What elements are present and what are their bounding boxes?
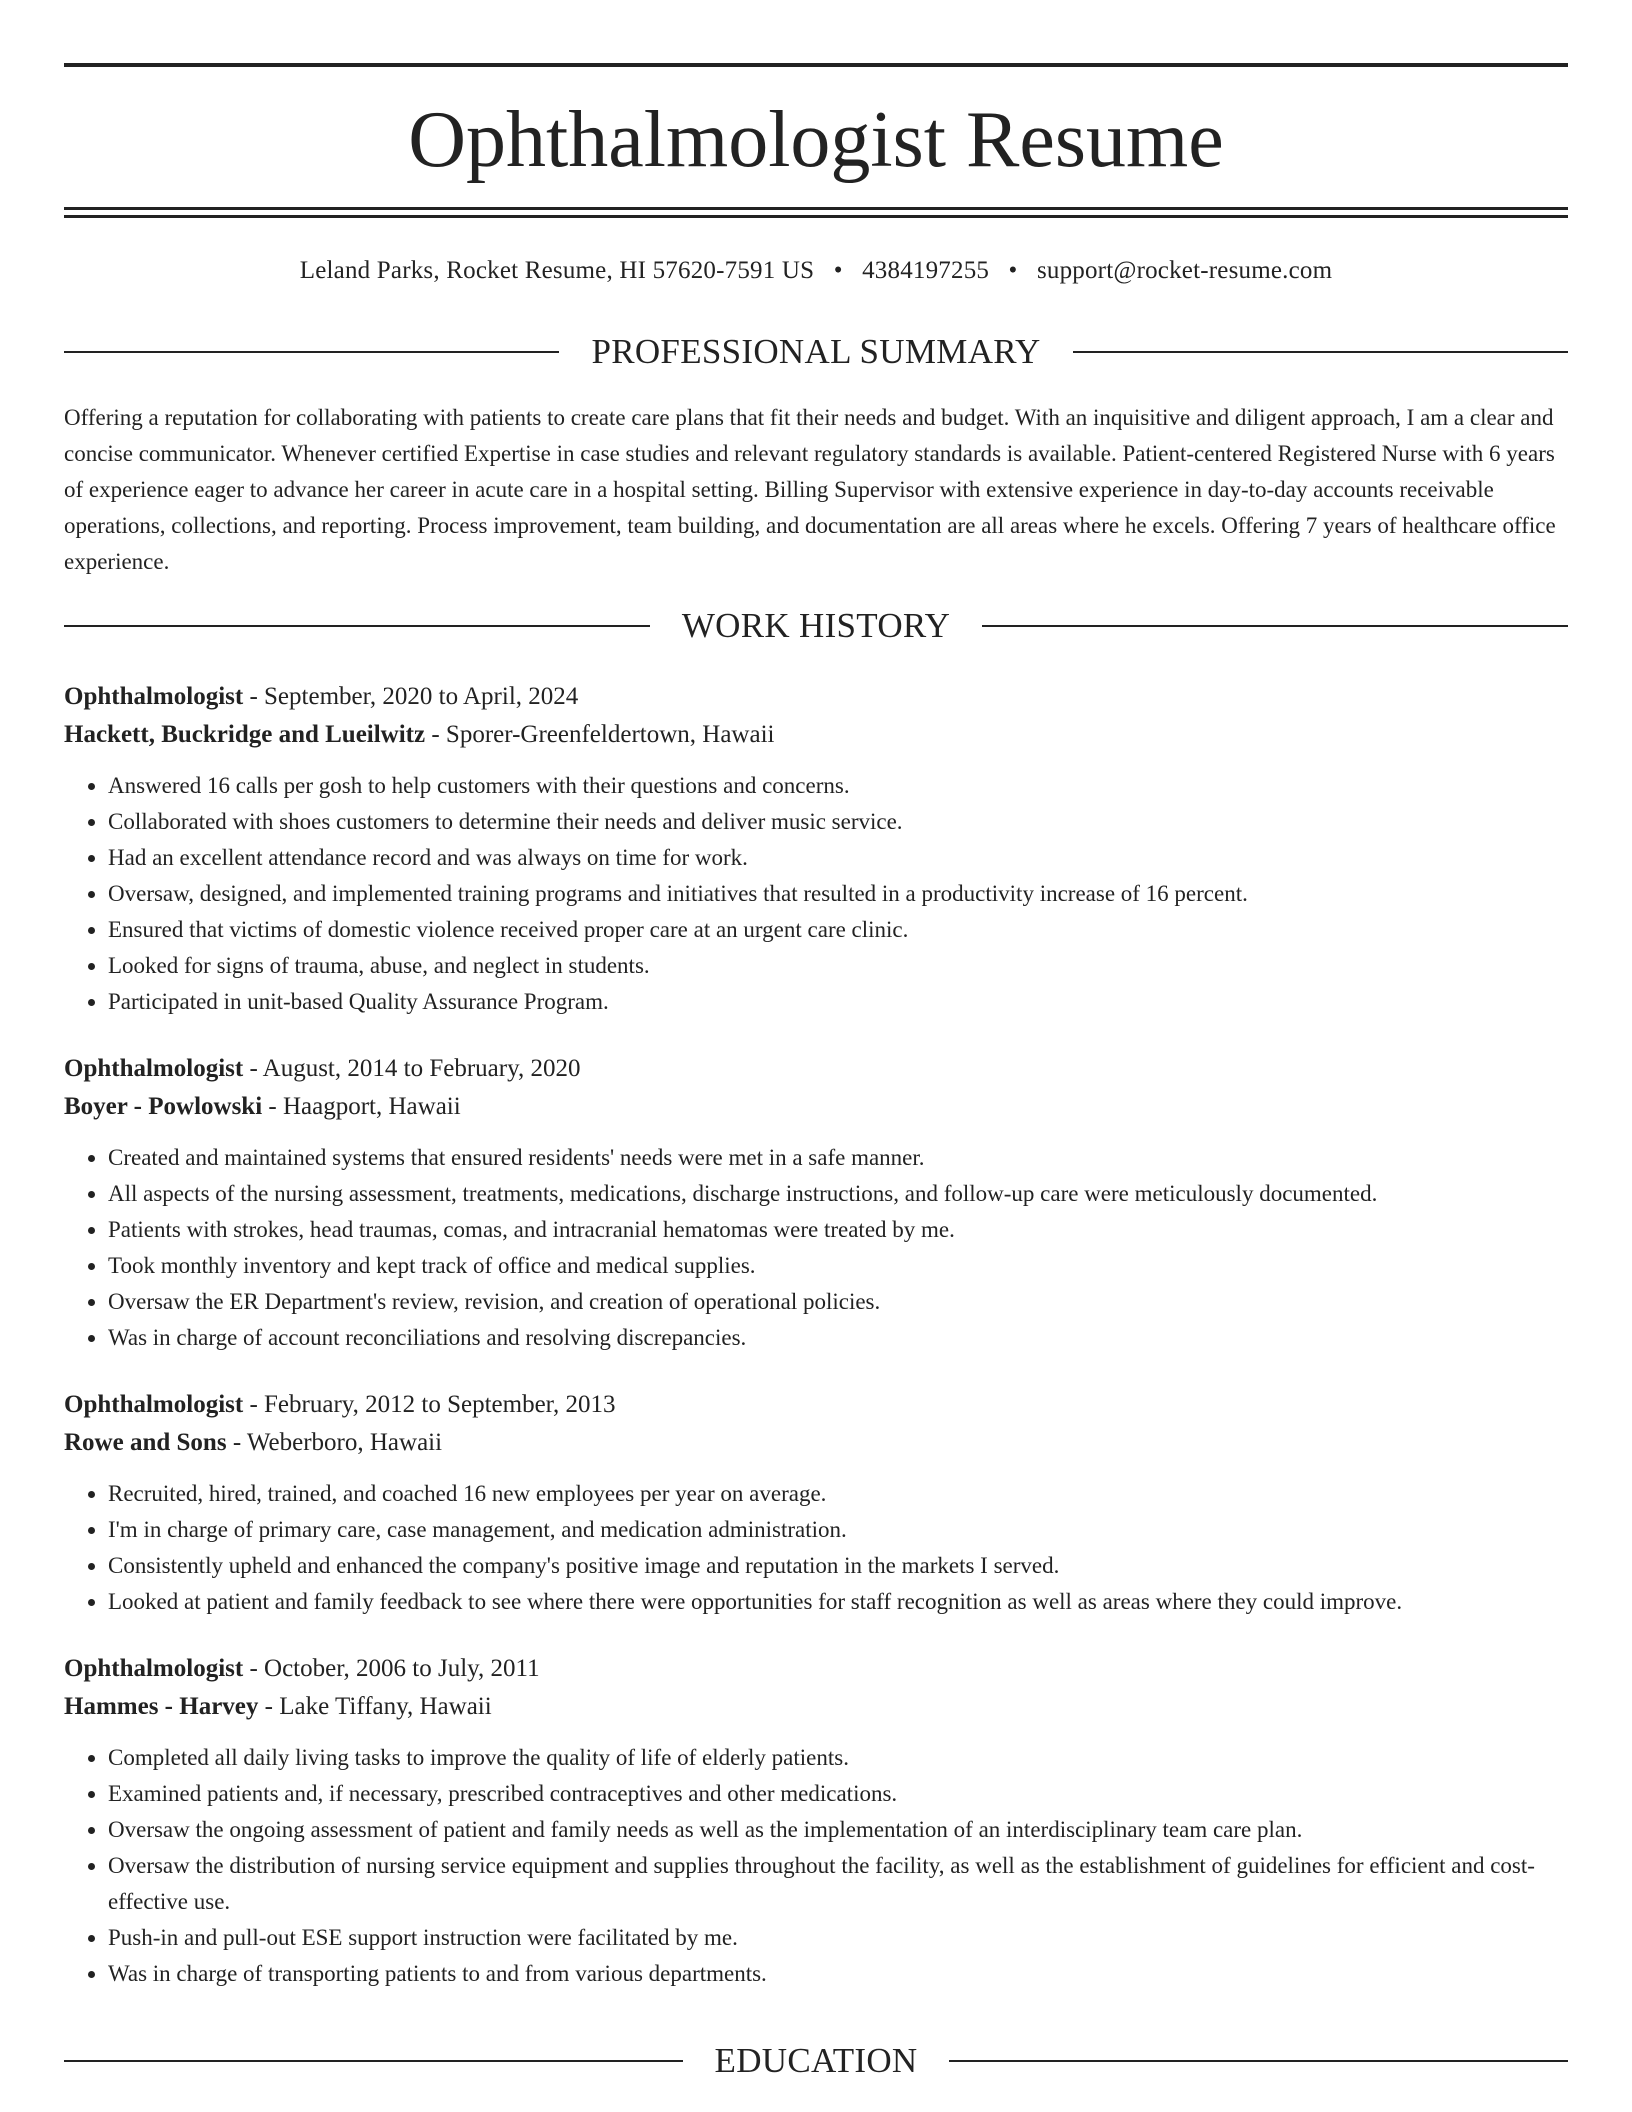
heading-rule-left xyxy=(64,2060,683,2062)
list-item: • Created and maintained systems that ensured residents' needs were met in a safe manner. xyxy=(108,1140,1568,1176)
list-item: • Consistently upheld and enhanced the company's positive image and reputation in the markets I served. xyxy=(108,1548,1568,1584)
list-item: • Was in charge of account reconciliations and resolving discrepancies. xyxy=(108,1320,1568,1356)
job-dates: - October, 2006 to July, 2011 xyxy=(243,1655,540,1682)
section-heading-summary xyxy=(64,332,1568,372)
heading-rule-right xyxy=(949,2060,1568,2062)
job-title-line xyxy=(64,1386,1568,1424)
list-item: • Push-in and pull-out ESE support instruction were facilitated by me. xyxy=(108,1920,1568,1956)
job-company: Hackett, Buckridge and Lueilwitz xyxy=(64,721,426,748)
section-title: EDUCATION xyxy=(714,2041,918,2080)
job-bullets xyxy=(64,768,1568,1020)
job-entry xyxy=(64,1050,1568,1356)
list-item: • Looked at patient and family feedback to see where there were opportunities for staff recognition as well as areas where they could improve. xyxy=(108,1584,1568,1620)
job-entry xyxy=(64,1650,1568,1992)
job-entry xyxy=(64,678,1568,1020)
list-item: • Was in charge of transporting patients to and from various departments. xyxy=(108,1956,1568,1992)
contact-separator: • xyxy=(1008,257,1018,284)
resume-title: Ophthalmologist Resume xyxy=(408,96,1224,184)
list-item: • Participated in unit-based Quality Assurance Program. xyxy=(108,984,1568,1020)
job-company: Boyer - Powlowski xyxy=(64,1093,263,1120)
job-bullets xyxy=(64,1140,1568,1356)
top-rule xyxy=(64,63,1568,67)
title-rule-upper xyxy=(64,207,1568,210)
job-dates: - September, 2020 to April, 2024 xyxy=(243,683,579,710)
list-item: • Collaborated with shoes customers to determine their needs and deliver music service. xyxy=(108,804,1568,840)
job-bullets xyxy=(64,1740,1568,1992)
heading-rule-right xyxy=(982,625,1568,627)
job-entry xyxy=(64,1386,1568,1620)
list-item: • Oversaw the ER Department's review, revision, and creation of operational policies. xyxy=(108,1284,1568,1320)
job-role: Ophthalmologist xyxy=(64,1055,244,1082)
list-item: • Ensured that victims of domestic violence received proper care at an urgent care clinic. xyxy=(108,912,1568,948)
list-item: • Answered 16 calls per gosh to help customers with their questions and concerns. xyxy=(108,768,1568,804)
job-dates: - August, 2014 to February, 2020 xyxy=(243,1055,581,1082)
list-item: • All aspects of the nursing assessment, treatments, medications, discharge instructions, and follow-up care were meticulously documented. xyxy=(108,1176,1568,1212)
contact-line xyxy=(64,255,1568,287)
job-location: - Weberboro, Hawaii xyxy=(226,1429,443,1456)
section-title: PROFESSIONAL SUMMARY xyxy=(591,332,1041,371)
list-item: • Completed all daily living tasks to improve the quality of life of elderly patients. xyxy=(108,1740,1568,1776)
job-company: Rowe and Sons xyxy=(64,1429,227,1456)
contact-separator: • xyxy=(833,257,843,284)
list-item: • Took monthly inventory and kept track of office and medical supplies. xyxy=(108,1248,1568,1284)
job-company-line xyxy=(64,1424,1568,1462)
job-role: Ophthalmologist xyxy=(64,683,244,710)
job-location: - Lake Tiffany, Hawaii xyxy=(258,1693,492,1720)
list-item: • Oversaw the ongoing assessment of patient and family needs as well as the implementation of an interdisciplinary team care plan. xyxy=(108,1812,1568,1848)
contact-address: Leland Parks, Rocket Resume, HI 57620-7591 US xyxy=(299,257,815,284)
job-company-line xyxy=(64,1088,1568,1126)
contact-phone: 4384197255 xyxy=(862,257,990,284)
section-heading-education xyxy=(64,2041,1568,2081)
heading-rule-left xyxy=(64,625,650,627)
list-item: • Oversaw the distribution of nursing service equipment and supplies throughout the facility, as well as the establishment of guidelines for efficient and cost-effective use. xyxy=(108,1848,1568,1920)
job-dates: - February, 2012 to September, 2013 xyxy=(243,1391,616,1418)
title-rule-lower xyxy=(64,215,1568,218)
job-company-line xyxy=(64,716,1568,754)
heading-rule-left xyxy=(64,351,559,353)
list-item: • Had an excellent attendance record and was always on time for work. xyxy=(108,840,1568,876)
summary-text: Offering a reputation for collaborating with patients to create care plans that fit their needs and budget. With an inquisitive and diligent approach, I am a clear and concise communicator. Whenever certified Expertise in case studies and relevant regulatory standards is available. Patient-centered Registered Nurse with 6 years of experience eager to advance her career in acute care in a hospital setting. Billing Supervisor with extensive experience in day-to-day accounts receivable operations, collections, and reporting. Process improvement, team building, and documentation are all areas where he excels. Offering 7 years of healthcare office experience. xyxy=(64,405,1556,574)
list-item: • Patients with strokes, head traumas, comas, and intracranial hematomas were treated by me. xyxy=(108,1212,1568,1248)
list-item: • I'm in charge of primary care, case management, and medication administration. xyxy=(108,1512,1568,1548)
job-role: Ophthalmologist xyxy=(64,1391,244,1418)
heading-rule-right xyxy=(1073,351,1568,353)
job-location: - Sporer-Greenfeldertown, Hawaii xyxy=(425,721,775,748)
job-bullets xyxy=(64,1476,1568,1620)
job-company-line xyxy=(64,1688,1568,1726)
list-item: • Oversaw, designed, and implemented training programs and initiatives that resulted in a productivity increase of 16 percent. xyxy=(108,876,1568,912)
job-company: Hammes - Harvey xyxy=(64,1693,259,1720)
list-item: • Examined patients and, if necessary, prescribed contraceptives and other medications. xyxy=(108,1776,1568,1812)
section-heading-work xyxy=(64,606,1568,646)
section-title: WORK HISTORY xyxy=(681,606,951,645)
work-history-list xyxy=(64,678,1568,2022)
list-item: • Recruited, hired, trained, and coached 16 new employees per year on average. xyxy=(108,1476,1568,1512)
job-title-line xyxy=(64,678,1568,716)
job-title-line xyxy=(64,1650,1568,1688)
job-role: Ophthalmologist xyxy=(64,1655,244,1682)
job-location: - Haagport, Hawaii xyxy=(262,1093,461,1120)
job-title-line xyxy=(64,1050,1568,1088)
list-item: • Looked for signs of trauma, abuse, and neglect in students. xyxy=(108,948,1568,984)
contact-email: support@rocket-resume.com xyxy=(1036,257,1333,284)
